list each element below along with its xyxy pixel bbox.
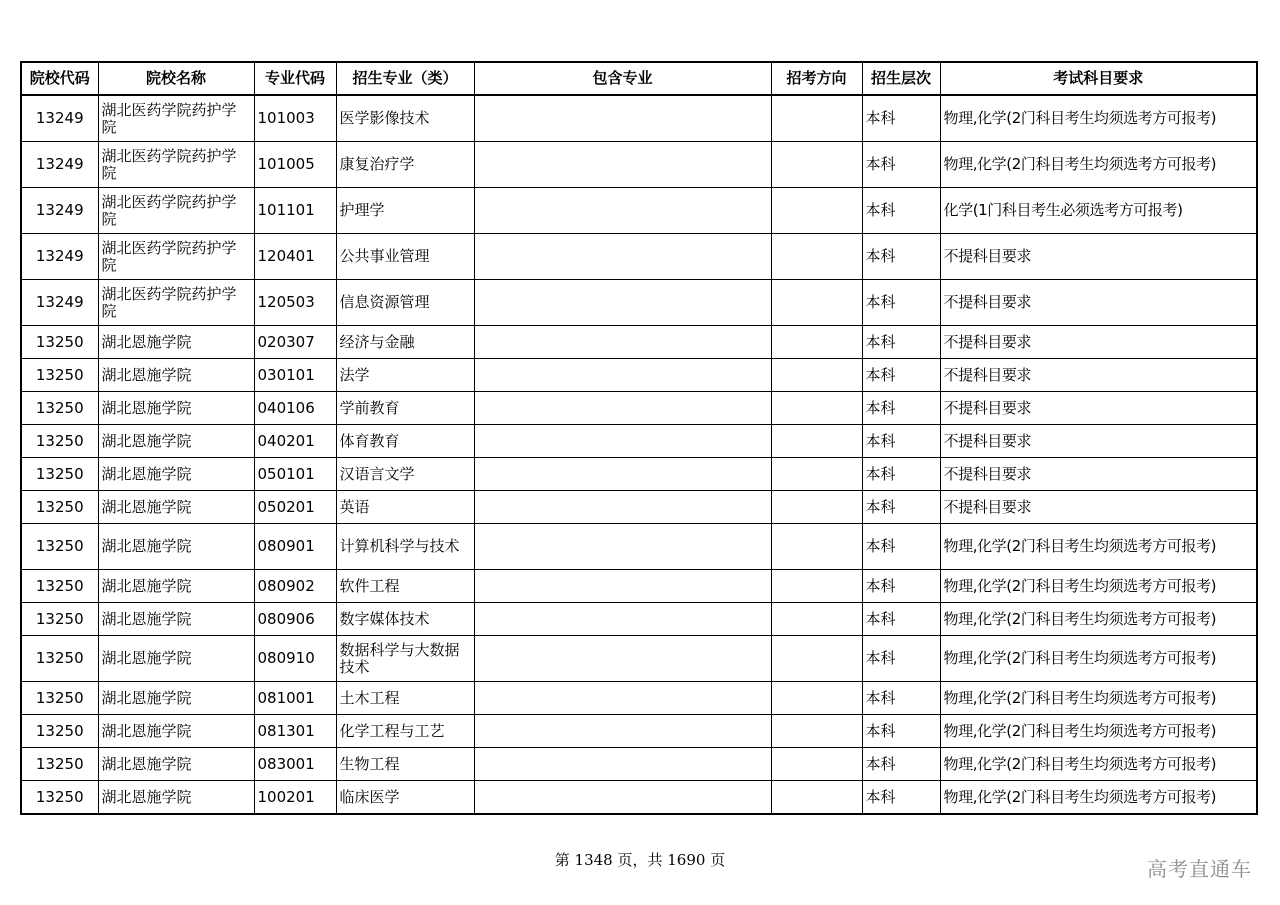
admissions-table — [20, 61, 1258, 815]
cell-school-code: 13250 — [21, 458, 98, 491]
cell-direction — [771, 188, 862, 234]
cell-direction — [771, 715, 862, 748]
cell-major-code: 081301 — [254, 715, 336, 748]
cell-major: 生物工程 — [336, 748, 474, 781]
cell-included-majors — [474, 781, 771, 815]
cell-major-code: 120503 — [254, 280, 336, 326]
cell-included-majors — [474, 234, 771, 280]
cell-subject-requirement: 不提科目要求 — [940, 425, 1257, 458]
cell-direction — [771, 458, 862, 491]
cell-subject-requirement: 物理,化学(2门科目考生均须选考方可报考) — [940, 95, 1257, 142]
table-row — [21, 359, 1257, 392]
table-row — [21, 524, 1257, 570]
cell-major-code: 040106 — [254, 392, 336, 425]
cell-major: 公共事业管理 — [336, 234, 474, 280]
cell-major: 软件工程 — [336, 570, 474, 603]
cell-school-name: 湖北恩施学院 — [98, 425, 254, 458]
cell-major: 汉语言文学 — [336, 458, 474, 491]
cell-major-code: 101005 — [254, 142, 336, 188]
cell-school-name: 湖北医药学院药护学院 — [98, 234, 254, 280]
table-body — [21, 95, 1257, 814]
cell-included-majors — [474, 748, 771, 781]
cell-subject-requirement: 物理,化学(2门科目考生均须选考方可报考) — [940, 570, 1257, 603]
cell-direction — [771, 425, 862, 458]
cell-direction — [771, 95, 862, 142]
header-school-code: 院校代码 — [21, 62, 98, 95]
cell-school-name: 湖北恩施学院 — [98, 682, 254, 715]
cell-included-majors — [474, 425, 771, 458]
cell-major-code: 081001 — [254, 682, 336, 715]
table-row — [21, 425, 1257, 458]
cell-subject-requirement: 物理,化学(2门科目考生均须选考方可报考) — [940, 142, 1257, 188]
cell-level: 本科 — [862, 188, 940, 234]
cell-major-code: 020307 — [254, 326, 336, 359]
cell-major: 信息资源管理 — [336, 280, 474, 326]
cell-major-code: 080902 — [254, 570, 336, 603]
cell-subject-requirement: 物理,化学(2门科目考生均须选考方可报考) — [940, 781, 1257, 815]
cell-school-name: 湖北医药学院药护学院 — [98, 95, 254, 142]
cell-level: 本科 — [862, 682, 940, 715]
cell-direction — [771, 781, 862, 815]
cell-school-code: 13250 — [21, 636, 98, 682]
cell-included-majors — [474, 458, 771, 491]
table-row — [21, 781, 1257, 815]
cell-school-code: 13250 — [21, 359, 98, 392]
header-direction: 招考方向 — [771, 62, 862, 95]
cell-direction — [771, 603, 862, 636]
cell-school-name: 湖北医药学院药护学院 — [98, 142, 254, 188]
cell-school-name: 湖北恩施学院 — [98, 392, 254, 425]
cell-subject-requirement: 物理,化学(2门科目考生均须选考方可报考) — [940, 524, 1257, 570]
header-level: 招生层次 — [862, 62, 940, 95]
cell-major: 数字媒体技术 — [336, 603, 474, 636]
cell-subject-requirement: 不提科目要求 — [940, 359, 1257, 392]
cell-school-name: 湖北恩施学院 — [98, 359, 254, 392]
cell-major-code: 050101 — [254, 458, 336, 491]
cell-direction — [771, 359, 862, 392]
cell-level: 本科 — [862, 425, 940, 458]
header-row — [21, 62, 1257, 95]
cell-included-majors — [474, 636, 771, 682]
table-row — [21, 748, 1257, 781]
cell-direction — [771, 234, 862, 280]
cell-school-code: 13250 — [21, 524, 98, 570]
cell-included-majors — [474, 603, 771, 636]
cell-school-code: 13250 — [21, 570, 98, 603]
table-row — [21, 603, 1257, 636]
table-row — [21, 570, 1257, 603]
header-included-majors: 包含专业 — [474, 62, 771, 95]
cell-level: 本科 — [862, 491, 940, 524]
cell-major: 医学影像技术 — [336, 95, 474, 142]
cell-major: 土木工程 — [336, 682, 474, 715]
cell-direction — [771, 142, 862, 188]
cell-school-name: 湖北恩施学院 — [98, 748, 254, 781]
cell-major: 化学工程与工艺 — [336, 715, 474, 748]
cell-school-code: 13250 — [21, 715, 98, 748]
cell-included-majors — [474, 280, 771, 326]
cell-school-code: 13250 — [21, 425, 98, 458]
cell-major-code: 101101 — [254, 188, 336, 234]
cell-school-name: 湖北恩施学院 — [98, 636, 254, 682]
cell-direction — [771, 524, 862, 570]
cell-major: 英语 — [336, 491, 474, 524]
cell-direction — [771, 682, 862, 715]
cell-major: 数据科学与大数据技术 — [336, 636, 474, 682]
cell-level: 本科 — [862, 458, 940, 491]
cell-major-code: 080910 — [254, 636, 336, 682]
cell-level: 本科 — [862, 781, 940, 815]
cell-included-majors — [474, 682, 771, 715]
table-row — [21, 142, 1257, 188]
cell-major-code: 080901 — [254, 524, 336, 570]
cell-level: 本科 — [862, 359, 940, 392]
cell-major-code: 050201 — [254, 491, 336, 524]
cell-subject-requirement: 不提科目要求 — [940, 326, 1257, 359]
table-row — [21, 491, 1257, 524]
table-row — [21, 280, 1257, 326]
cell-major-code: 101003 — [254, 95, 336, 142]
cell-school-code: 13250 — [21, 748, 98, 781]
cell-school-code: 13249 — [21, 142, 98, 188]
table-row — [21, 636, 1257, 682]
cell-major-code: 100201 — [254, 781, 336, 815]
cell-major: 经济与金融 — [336, 326, 474, 359]
cell-subject-requirement: 不提科目要求 — [940, 280, 1257, 326]
cell-school-code: 13250 — [21, 781, 98, 815]
cell-included-majors — [474, 570, 771, 603]
cell-level: 本科 — [862, 570, 940, 603]
cell-school-name: 湖北恩施学院 — [98, 524, 254, 570]
header-school-name: 院校名称 — [98, 62, 254, 95]
cell-included-majors — [474, 392, 771, 425]
cell-major-code: 040201 — [254, 425, 336, 458]
table-row — [21, 458, 1257, 491]
header-subject-requirement: 考试科目要求 — [940, 62, 1257, 95]
cell-subject-requirement: 不提科目要求 — [940, 392, 1257, 425]
table-row — [21, 234, 1257, 280]
cell-major: 计算机科学与技术 — [336, 524, 474, 570]
cell-major: 学前教育 — [336, 392, 474, 425]
cell-subject-requirement: 物理,化学(2门科目考生均须选考方可报考) — [940, 715, 1257, 748]
cell-subject-requirement: 物理,化学(2门科目考生均须选考方可报考) — [940, 636, 1257, 682]
cell-school-name: 湖北恩施学院 — [98, 326, 254, 359]
cell-included-majors — [474, 359, 771, 392]
table-row — [21, 715, 1257, 748]
cell-subject-requirement: 物理,化学(2门科目考生均须选考方可报考) — [940, 603, 1257, 636]
header-major: 招生专业（类） — [336, 62, 474, 95]
cell-level: 本科 — [862, 636, 940, 682]
header-major-code: 专业代码 — [254, 62, 336, 95]
cell-major-code: 030101 — [254, 359, 336, 392]
cell-direction — [771, 326, 862, 359]
cell-school-code: 13249 — [21, 280, 98, 326]
cell-subject-requirement: 不提科目要求 — [940, 234, 1257, 280]
cell-level: 本科 — [862, 715, 940, 748]
cell-school-name: 湖北恩施学院 — [98, 715, 254, 748]
cell-included-majors — [474, 142, 771, 188]
cell-direction — [771, 491, 862, 524]
cell-level: 本科 — [862, 603, 940, 636]
cell-included-majors — [474, 188, 771, 234]
cell-school-name: 湖北恩施学院 — [98, 491, 254, 524]
cell-school-code: 13249 — [21, 234, 98, 280]
cell-included-majors — [474, 715, 771, 748]
cell-major-code: 083001 — [254, 748, 336, 781]
cell-included-majors — [474, 326, 771, 359]
cell-school-code: 13250 — [21, 392, 98, 425]
cell-major-code: 080906 — [254, 603, 336, 636]
table-row — [21, 326, 1257, 359]
cell-school-code: 13250 — [21, 326, 98, 359]
table-row — [21, 188, 1257, 234]
cell-level: 本科 — [862, 95, 940, 142]
cell-major: 法学 — [336, 359, 474, 392]
cell-school-name: 湖北医药学院药护学院 — [98, 280, 254, 326]
cell-included-majors — [474, 95, 771, 142]
cell-subject-requirement: 不提科目要求 — [940, 491, 1257, 524]
table-row — [21, 682, 1257, 715]
cell-level: 本科 — [862, 748, 940, 781]
cell-school-code: 13250 — [21, 603, 98, 636]
cell-subject-requirement: 不提科目要求 — [940, 458, 1257, 491]
cell-direction — [771, 392, 862, 425]
cell-direction — [771, 636, 862, 682]
cell-school-code: 13249 — [21, 95, 98, 142]
cell-level: 本科 — [862, 280, 940, 326]
cell-major: 康复治疗学 — [336, 142, 474, 188]
cell-subject-requirement: 物理,化学(2门科目考生均须选考方可报考) — [940, 682, 1257, 715]
table-row — [21, 392, 1257, 425]
cell-major: 临床医学 — [336, 781, 474, 815]
cell-level: 本科 — [862, 392, 940, 425]
cell-included-majors — [474, 524, 771, 570]
cell-direction — [771, 570, 862, 603]
cell-major: 护理学 — [336, 188, 474, 234]
cell-subject-requirement: 化学(1门科目考生必须选考方可报考) — [940, 188, 1257, 234]
table-row — [21, 95, 1257, 142]
cell-school-name: 湖北恩施学院 — [98, 458, 254, 491]
cell-major-code: 120401 — [254, 234, 336, 280]
cell-level: 本科 — [862, 234, 940, 280]
cell-level: 本科 — [862, 524, 940, 570]
cell-school-name: 湖北恩施学院 — [98, 781, 254, 815]
cell-level: 本科 — [862, 142, 940, 188]
cell-direction — [771, 748, 862, 781]
cell-school-name: 湖北恩施学院 — [98, 570, 254, 603]
cell-school-code: 13249 — [21, 188, 98, 234]
page-number: 第 1348 页，共 1690 页 — [554, 851, 726, 869]
cell-school-name: 湖北医药学院药护学院 — [98, 188, 254, 234]
cell-subject-requirement: 物理,化学(2门科目考生均须选考方可报考) — [940, 748, 1257, 781]
watermark-logo: 高考直通车 — [1147, 857, 1252, 881]
cell-level: 本科 — [862, 326, 940, 359]
cell-major: 体育教育 — [336, 425, 474, 458]
table-header — [21, 62, 1257, 95]
cell-school-code: 13250 — [21, 682, 98, 715]
cell-included-majors — [474, 491, 771, 524]
cell-school-name: 湖北恩施学院 — [98, 603, 254, 636]
cell-direction — [771, 280, 862, 326]
cell-school-code: 13250 — [21, 491, 98, 524]
